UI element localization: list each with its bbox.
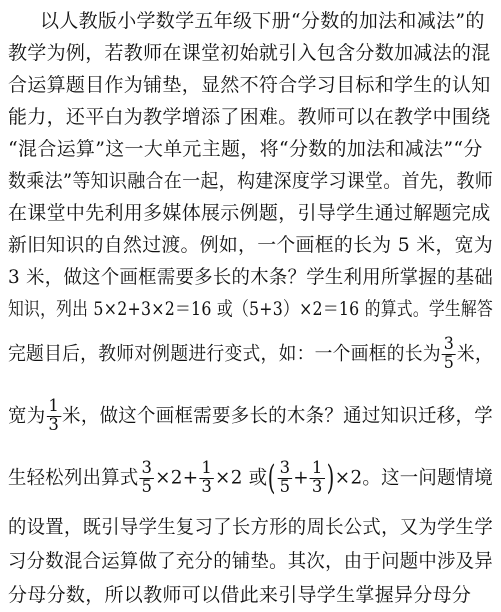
text-segment: 宽为 <box>8 404 46 427</box>
paragraph-line: 分母分数，所以教师可以借此来引导学生掌握异分母分 <box>8 584 472 606</box>
fraction-denominator: 5 <box>279 476 291 497</box>
fraction <box>199 460 214 497</box>
paragraph-line: 习分数混合运算做了充分的铺垫。其次，由于问题中涉及异 <box>8 550 493 572</box>
fraction-numerator: 1 <box>48 396 60 416</box>
paragraph-line: 3 米，做这个画框需要多长的木条？学生利用所掌握的基础 <box>8 266 493 288</box>
fraction <box>310 460 325 497</box>
text-segment: 米， <box>456 342 493 365</box>
fraction <box>278 460 293 497</box>
text-segment: ×2+ <box>155 466 199 489</box>
paragraph-line: 教学为例，若教师在课堂初始就引入包含分数加减法的混 <box>8 42 491 64</box>
paragraph-line: 在课堂中先利用多媒体展示例题，引导学生通过解题完成 <box>8 202 491 224</box>
fraction-numerator: 3 <box>279 458 291 478</box>
fraction-denominator: 3 <box>201 476 213 497</box>
paragraph-line: 合运算题目作为铺垫，显然不符合学习目标和学生的认知 <box>8 74 491 96</box>
text-segment: 米，做这个画框需要多长的木条？通过知识迁移，学 <box>62 404 494 427</box>
fraction-denominator: 3 <box>48 414 60 435</box>
fraction-numerator: 3 <box>443 334 455 354</box>
paragraph-line: 知识，列出 5×2+3×2＝16 或（5+3）×2＝16 的算式。学生解答 <box>8 298 493 320</box>
fraction <box>140 460 155 497</box>
fraction <box>46 398 61 435</box>
fraction-numerator: 1 <box>311 458 323 478</box>
text-segment: 生轻松列出算式 <box>8 466 139 489</box>
text-segment: ×2 或 <box>215 466 268 489</box>
left-parenthesis: ( <box>268 458 277 499</box>
fraction-numerator: 3 <box>141 458 153 478</box>
text-segment: ×2。这一问题情境 <box>334 466 493 489</box>
plus-sign: + <box>293 466 309 489</box>
fraction-denominator: 3 <box>311 476 323 497</box>
paragraph-line: 的设置，既引导学生复习了长方形的周长公式，又为学生学 <box>8 516 493 538</box>
paragraph-line-with-fraction <box>8 396 494 435</box>
fraction-denominator: 5 <box>141 476 153 497</box>
paragraph-line-with-fraction <box>8 334 493 373</box>
paragraph-line: 数乘法”等知识融合在一起，构建深度学习课堂。首先，教师 <box>8 170 493 192</box>
paragraph-line: 新旧知识的自然过渡。例如，一个画框的长为 5 米，宽为 <box>8 234 493 256</box>
paragraph-line-with-formula <box>8 458 493 499</box>
text-segment: 完题目后，教师对例题进行变式，如：一个画框的长为 <box>8 342 441 365</box>
fraction-numerator: 1 <box>201 458 213 478</box>
fraction-denominator: 5 <box>443 352 455 373</box>
paragraph-line: “混合运算”这一大单元主题，将“分数的加法和减法”“分 <box>8 138 483 160</box>
paragraph-line: 以人教版小学数学五年级下册“分数的加法和减法”的 <box>40 10 485 32</box>
fraction <box>442 336 456 373</box>
paragraph-line: 能力，还平白为教学增添了困难。教师可以在教学中围绕 <box>8 106 491 128</box>
right-parenthesis: ) <box>326 458 335 499</box>
